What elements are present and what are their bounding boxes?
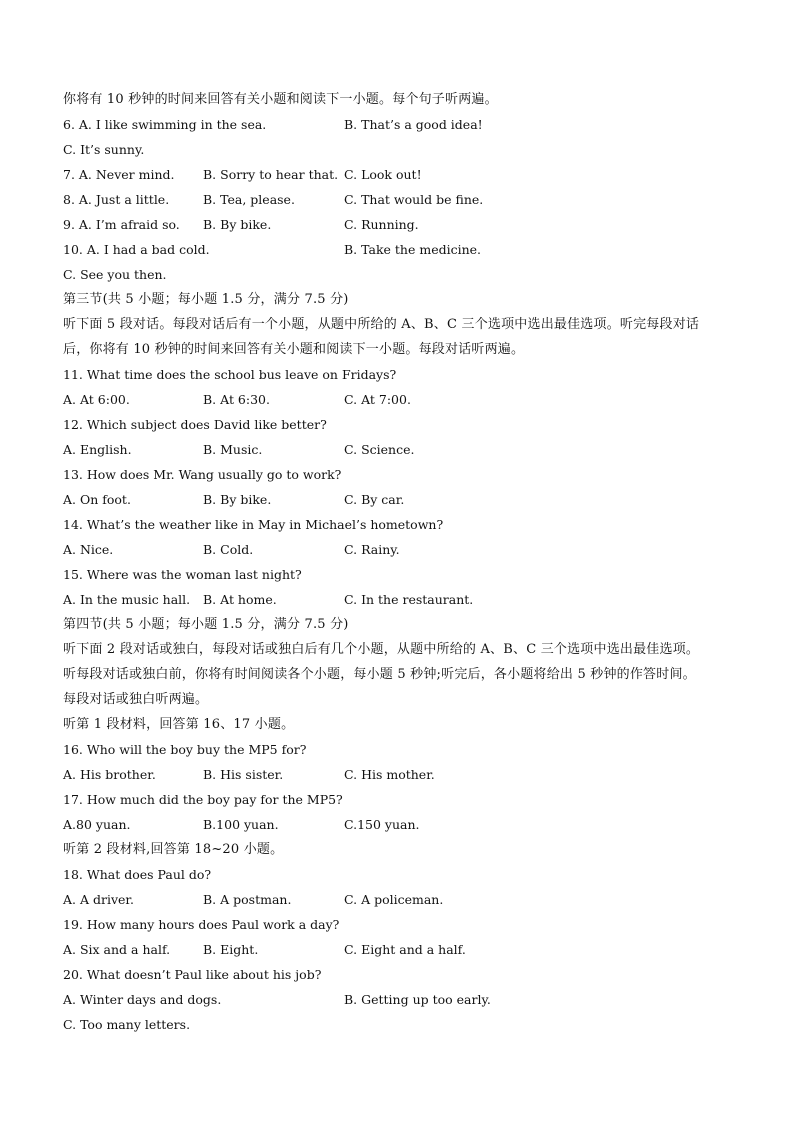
question-line: 13. How does Mr. Wang usually go to work? — [63, 467, 342, 482]
option-b: B. At 6:30. — [203, 392, 270, 407]
options-row — [63, 812, 743, 837]
question-line: 19. How many hours does Paul work a day? — [63, 917, 340, 932]
options-row — [63, 387, 743, 412]
question-line: 11. What time does the school bus leave on Fridays? — [63, 367, 397, 382]
options-row — [63, 537, 743, 562]
option-a: 7. A. Never mind. — [63, 167, 175, 182]
question-line: 14. What’s the weather like in May in Michael’s hometown? — [63, 517, 444, 532]
option-b: B. Eight. — [203, 942, 259, 957]
option-b: B. Sorry to hear that. — [203, 167, 339, 182]
option-b: B. By bike. — [203, 492, 272, 507]
option-c: C. Eight and a half. — [344, 942, 466, 957]
options-row — [63, 162, 743, 187]
option-a: A. At 6:00. — [63, 392, 130, 407]
options-row — [63, 762, 743, 787]
option-c: C. By car. — [344, 492, 405, 507]
option-a: A. Six and a half. — [63, 942, 171, 957]
option-c: C. In the restaurant. — [344, 592, 474, 607]
options-row — [63, 887, 743, 912]
option-a: A. On foot. — [63, 492, 131, 507]
options-row — [63, 212, 743, 237]
option-c: C. Running. — [344, 217, 419, 232]
option-a: 6. A. I like swimming in the sea. — [63, 117, 267, 132]
instruction-line: 第四节(共 5 小题；每小题 1.5 分，满分 7.5 分) — [63, 617, 349, 632]
question-line: 12. Which subject does David like better? — [63, 417, 327, 432]
option-b: B. By bike. — [203, 217, 272, 232]
option-a: A. His brother. — [63, 767, 156, 782]
option-b: B. Music. — [203, 442, 263, 457]
options-row — [63, 112, 743, 137]
option-a: 9. A. I’m afraid so. — [63, 217, 180, 232]
option-b: B. Cold. — [203, 542, 254, 557]
option-a: A. Nice. — [63, 542, 114, 557]
question-line: 20. What doesn’t Paul like about his job? — [63, 967, 322, 982]
option-c: C. Science. — [344, 442, 415, 457]
question-line: 18. What does Paul do? — [63, 867, 212, 882]
instruction-line: 第三节(共 5 小题；每小题 1.5 分，满分 7.5 分) — [63, 292, 349, 307]
option-c: C. That would be fine. — [344, 192, 484, 207]
question-line: C. Too many letters. — [63, 1017, 191, 1032]
option-c: C. At 7:00. — [344, 392, 411, 407]
question-line: C. See you then. — [63, 267, 167, 282]
options-row — [63, 987, 743, 1012]
option-b: B. A postman. — [203, 892, 292, 907]
options-row — [63, 437, 743, 462]
option-b: B. His sister. — [203, 767, 284, 782]
exam-page — [63, 87, 743, 1037]
question-line: 15. Where was the woman last night? — [63, 567, 302, 582]
option-a: 10. A. I had a bad cold. — [63, 242, 210, 257]
option-b: B. At home. — [203, 592, 277, 607]
question-line: C. It’s sunny. — [63, 142, 145, 157]
options-row — [63, 237, 743, 262]
option-a: A. English. — [63, 442, 132, 457]
instruction-line: 你将有 10 秒钟的时间来回答有关小题和阅读下一小题。每个句子听两遍。 — [63, 92, 498, 107]
question-line: 16. Who will the boy buy the MP5 for? — [63, 742, 307, 757]
option-c: C. His mother. — [344, 767, 435, 782]
question-line: 17. How much did the boy pay for the MP5? — [63, 792, 343, 807]
instruction-line: 听每段对话或独白前，你将有时间阅读各个小题，每小题 5 秒钟;听完后，各小题将给出 5 秒钟的作答时间。 — [63, 667, 696, 682]
option-c: C. Look out! — [344, 167, 422, 182]
instruction-line: 听第 2 段材料,回答第 18~20 小题。 — [63, 842, 284, 857]
option-a: 8. A. Just a little. — [63, 192, 170, 207]
instruction-line: 每段对话或独白听两遍。 — [63, 692, 209, 707]
options-row — [63, 187, 743, 212]
option-c: B. Getting up too early. — [344, 992, 491, 1007]
option-b: B. Tea, please. — [203, 192, 295, 207]
option-c: C. A policeman. — [344, 892, 444, 907]
option-c: B. Take the medicine. — [344, 242, 482, 257]
option-a: A. In the music hall. — [63, 592, 191, 607]
option-c: C. Rainy. — [344, 542, 400, 557]
option-c: C.150 yuan. — [344, 817, 420, 832]
instruction-line: 听第 1 段材料，回答第 16、17 小题。 — [63, 717, 295, 732]
instruction-line: 听下面 2 段对话或独白，每段对话或独白后有几个小题，从题中所给的 A、B、C 三个选项中选出最佳选项。 — [63, 642, 700, 657]
option-b: B.100 yuan. — [203, 817, 279, 832]
instruction-line: 听下面 5 段对话。每段对话后有一个小题，从题中所给的 A、B、C 三个选项中选出最佳选项。听完每段对话 — [63, 317, 700, 332]
options-row — [63, 937, 743, 962]
option-c: B. That’s a good idea! — [344, 117, 483, 132]
option-a: A.80 yuan. — [63, 817, 131, 832]
instruction-line: 后，你将有 10 秒钟的时间来回答有关小题和阅读下一小题。每段对话听两遍。 — [63, 342, 525, 357]
option-a: A. Winter days and dogs. — [63, 992, 222, 1007]
options-row — [63, 487, 743, 512]
options-row — [63, 587, 743, 612]
option-a: A. A driver. — [63, 892, 134, 907]
